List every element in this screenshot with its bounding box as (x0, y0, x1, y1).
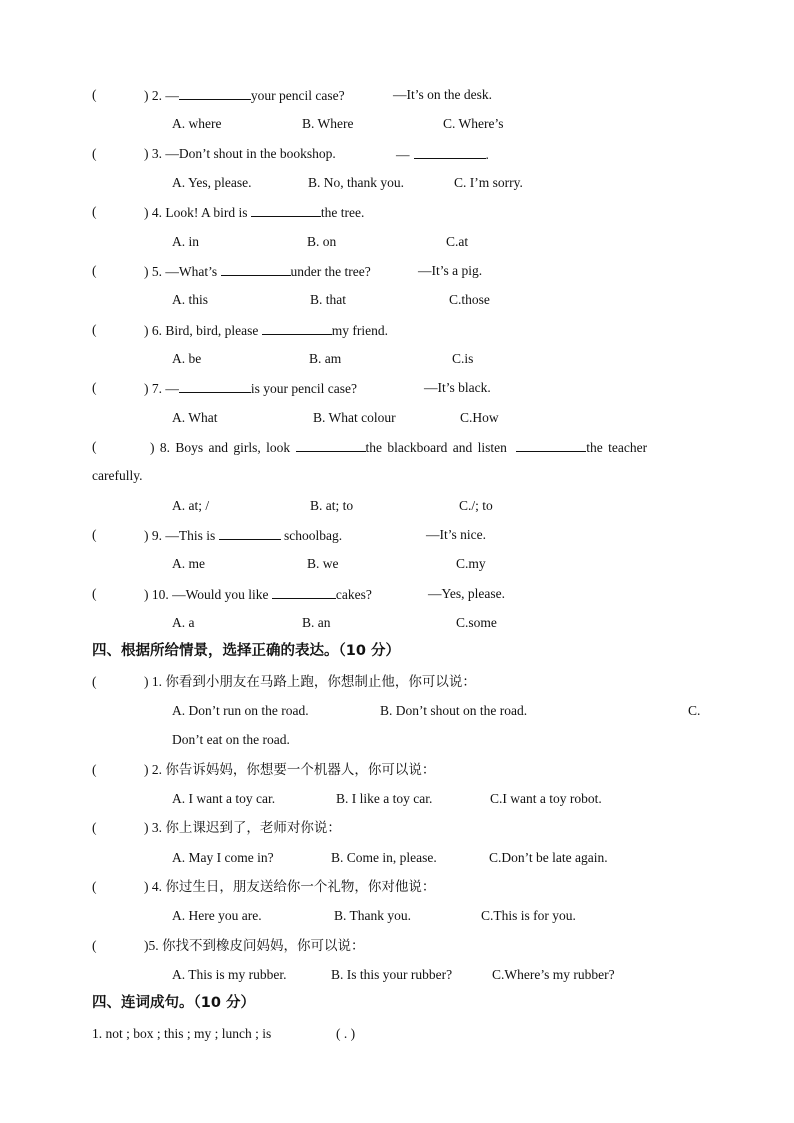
question-reply: —It’s black. (424, 380, 491, 395)
option-c: C. Where’s (443, 116, 504, 131)
question-number: 10. (151, 587, 169, 602)
question-text: — (165, 381, 179, 396)
question-row: ) 10. —Would you like cakes? (144, 587, 372, 602)
answer-blank[interactable] (179, 379, 251, 393)
option-c: C.those (449, 292, 490, 307)
option-a: A. at; / (172, 498, 210, 513)
question-row: ) 3. 你上课迟到了，老师对你说： (144, 820, 341, 836)
option-b: B. Where (302, 116, 354, 131)
question-reply: —Yes, please. (428, 586, 505, 601)
option-b: B. No, thank you. (308, 175, 404, 190)
question-text: 你看到小朋友在马路上跑，你想制止他，你可以说： (165, 674, 476, 690)
option-c: C.Where’s my rubber? (492, 967, 615, 982)
question-row: ) 9. —This is schoolbag. (144, 528, 343, 543)
answer-blank[interactable] (221, 262, 291, 276)
option-a: A. Here you are. (172, 908, 262, 923)
option-a: A. Don’t run on the road. (172, 703, 309, 718)
question-row: ) 7. — is your pencil case? (144, 381, 357, 396)
answer-blank[interactable] (251, 203, 321, 217)
question-reply: —It’s on the desk. (393, 87, 492, 102)
option-a: A. I want a toy car. (172, 791, 276, 806)
question-paren: ( (92, 938, 97, 953)
question-text: carefully. (92, 468, 143, 483)
question-text: 你找不到橡皮问妈妈，你可以说： (162, 938, 365, 954)
word-order-item: 1. not ; box ; this ; my ; lunch ; is (92, 1026, 272, 1041)
question-number: 2. (151, 762, 162, 777)
option-b: B. Is this your rubber? (331, 967, 453, 982)
option-a: A. Yes, please. (172, 175, 252, 190)
option-a: A. where (172, 116, 222, 131)
question-text: —Would you like (172, 587, 269, 602)
question-text: — (396, 147, 410, 162)
option-c: C.at (446, 234, 469, 249)
question-paren: ( (92, 879, 97, 894)
question-number: 4. (151, 879, 162, 894)
option-c: C. I’m sorry. (454, 175, 523, 190)
question-paren: ( (92, 322, 97, 337)
question-text: 你告诉妈妈，你想要一个机器人，你可以说： (165, 762, 436, 778)
option-b: B. that (310, 292, 346, 307)
question-text: my friend. (331, 323, 388, 338)
question-paren: ( (92, 380, 97, 395)
question-number: 3. (151, 820, 162, 835)
question-row: )5. 你找不到橡皮问妈妈，你可以说： (144, 938, 365, 954)
question-reply: —It’s nice. (426, 527, 486, 542)
question-text: under the tree? (290, 264, 371, 279)
question-text: the tree. (320, 205, 365, 220)
answer-blank[interactable] (262, 321, 332, 335)
question-text: —Don’t shout in the bookshop. (165, 146, 336, 161)
answer-blank[interactable] (272, 585, 336, 599)
option-b: B. on (307, 234, 337, 249)
question-text: Look! A bird is (165, 205, 248, 220)
question-number: 5. (148, 938, 159, 953)
question-text: is your pencil case? (250, 381, 357, 396)
question-number: 5. (151, 264, 162, 279)
question-text: —What’s (165, 264, 218, 279)
option-b: B. an (302, 615, 331, 630)
question-paren: ( (92, 146, 97, 161)
question-number: 2. (151, 88, 162, 103)
answer-blank[interactable] (296, 438, 366, 452)
question-paren: ( (92, 263, 97, 278)
option-a: A. be (172, 351, 202, 366)
question-row: ) 5. —What’s under the tree? (144, 264, 371, 279)
option-b: B. we (307, 556, 339, 571)
option-b: B. I like a toy car. (336, 791, 433, 806)
option-c: C.How (460, 410, 499, 425)
question-paren: ( (92, 820, 97, 835)
question-text: cakes? (335, 587, 372, 602)
option-c: C./; to (459, 498, 493, 513)
answer-blank[interactable] (219, 526, 281, 540)
option-b: B. What colour (313, 410, 396, 425)
option-b: B. Don’t shout on the road. (380, 703, 528, 718)
question-row: ) 6. Bird, bird, please my friend. (144, 323, 388, 338)
word-order-punctuation: ( . ) (336, 1026, 356, 1041)
question-text: — (165, 88, 179, 103)
answer-blank[interactable] (516, 438, 586, 452)
option-b: B. Thank you. (334, 908, 411, 923)
option-c: C.Don’t be late again. (489, 850, 608, 865)
question-text: the teacher (586, 440, 648, 455)
option-a: A. May I come in? (172, 850, 274, 865)
question-row: ) 1. 你看到小朋友在马路上跑，你想制止他，你可以说： (144, 674, 476, 690)
section-heading: 四、连词成句。（10 分） (92, 995, 255, 1011)
answer-blank[interactable] (414, 145, 486, 159)
question-paren: ( (92, 762, 97, 777)
question-number: 7. (151, 381, 162, 396)
option-c-text: Don’t eat on the road. (172, 732, 290, 747)
section-heading: 四、根据所给情景，选择正确的表达。（10 分） (92, 643, 400, 659)
question-paren: ( (92, 204, 97, 219)
question-row: ) 4. Look! A bird is the tree. (144, 205, 365, 220)
option-a: A. a (172, 615, 195, 630)
question-text: Boys and girls, look (175, 440, 291, 455)
question-row: ) 4. 你过生日，朋友送给你一个礼物，你对他说： (144, 879, 436, 895)
question-row: ) 8. Boys and girls, look the blackboard and listen the teacher (150, 440, 648, 455)
question-row: ) 3. —Don’t shout in the bookshop. (144, 146, 336, 161)
option-c: C. (688, 703, 701, 718)
question-paren: ( (92, 674, 97, 689)
question-paren: ( (92, 586, 97, 601)
question-number: 3. (151, 146, 162, 161)
question-paren: ( (92, 527, 97, 542)
option-b: B. am (309, 351, 342, 366)
question-number: 8. (159, 440, 170, 455)
answer-blank[interactable] (179, 86, 251, 100)
option-a: A. me (172, 556, 205, 571)
question-number: 9. (151, 528, 162, 543)
option-c: C.some (456, 615, 497, 630)
option-a: A. in (172, 234, 199, 249)
question-reply: —It’s a pig. (418, 263, 483, 278)
question-paren: ( (92, 439, 97, 454)
question-row: ) 2. — your pencil case? (144, 88, 345, 103)
option-a: A. This is my rubber. (172, 967, 287, 982)
option-c: C.This is for you. (481, 908, 576, 923)
option-c: C.I want a toy robot. (490, 791, 602, 806)
question-text: —This is (165, 528, 216, 543)
question-text: . (485, 147, 489, 162)
option-b: B. at; to (310, 498, 354, 513)
question-number: 6. (151, 323, 162, 338)
question-reply (396, 145, 489, 164)
question-text: Bird, bird, please (165, 323, 259, 338)
question-text: 你上课迟到了，老师对你说： (165, 820, 341, 836)
question-text: 你过生日，朋友送给你一个礼物，你对他说： (165, 879, 436, 895)
question-text: your pencil case? (250, 88, 345, 103)
option-c: C.my (456, 556, 486, 571)
question-row: ( (92, 87, 97, 102)
option-a: A. this (172, 292, 209, 307)
question-row: ) 2. 你告诉妈妈，你想要一个机器人，你可以说： (144, 762, 436, 778)
option-b: B. Come in, please. (331, 850, 437, 865)
question-text: the blackboard and listen (365, 440, 507, 455)
question-number: 4. (151, 205, 162, 220)
option-c: C.is (452, 351, 474, 366)
option-a: A. What (172, 410, 218, 425)
question-number: 1. (151, 674, 162, 689)
question-text: schoolbag. (284, 528, 343, 543)
